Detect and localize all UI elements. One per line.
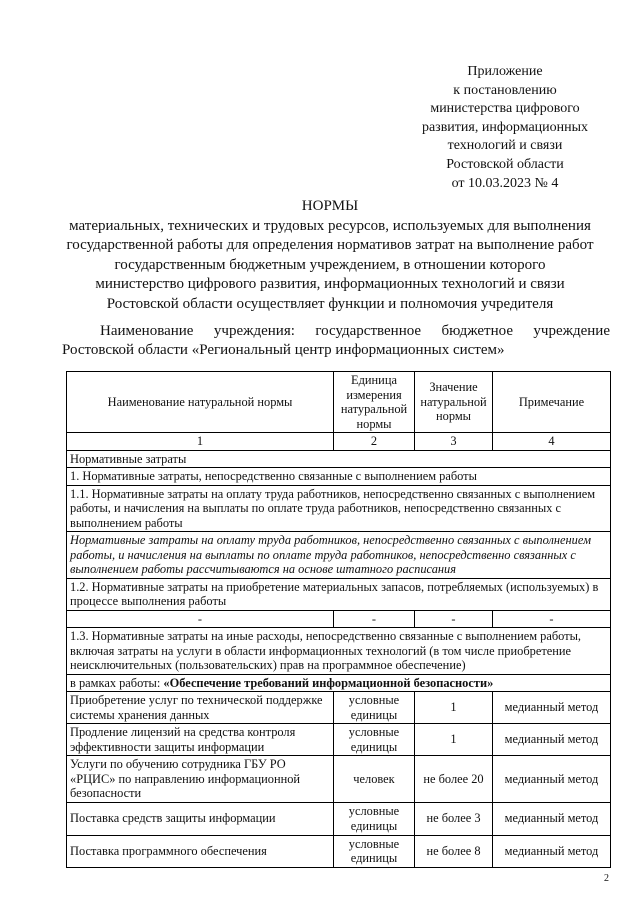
section-1: 1. Нормативные затраты, непосредственно связанные с выполнением работы xyxy=(67,468,611,486)
section-normative: Нормативные затраты xyxy=(67,450,611,468)
col-number: 3 xyxy=(415,433,493,451)
row-value: не более 3 xyxy=(415,802,493,835)
title-line: государственной работы для определения нормативов затрат на выполнение работ xyxy=(66,237,594,254)
appendix-line: от 10.03.2023 № 4 xyxy=(451,175,559,191)
appendix-line: развития, информационных xyxy=(421,119,589,135)
column-number-row xyxy=(67,433,611,451)
institution-line-1: Наименование учреждения: государственное бюджетное учреждение xyxy=(100,323,610,339)
row-unit: человек xyxy=(334,756,415,803)
row-unit: условные единицы xyxy=(334,835,415,867)
table-row xyxy=(67,802,611,835)
appendix-line: технологий и связи xyxy=(447,138,563,154)
institution-line-2: Ростовской области «Региональный центр информационных систем» xyxy=(62,342,505,358)
work-row xyxy=(67,674,611,692)
row-unit: условные единицы xyxy=(334,802,415,835)
table-header-row xyxy=(67,372,611,433)
document-title xyxy=(50,197,610,315)
dash-cell: - xyxy=(67,610,334,628)
table-row xyxy=(67,724,611,756)
row-name: Продление лицензий на средства контроля эффективности защиты информации xyxy=(67,724,334,756)
section-1-1: 1.1. Нормативные затраты на оплату труда работников, непосредственно связанных с выполнением работы, и начисления на выплаты по оплате труда работников, непосредственно связанных с выполнением работы xyxy=(67,485,611,532)
col-number: 4 xyxy=(493,433,611,451)
col-number: 1 xyxy=(67,433,334,451)
appendix-line: к постановлению xyxy=(453,82,557,98)
row-name: Услуги по обучению сотрудника ГБУ РО «РЦИС» по направлению информационной безопасности xyxy=(67,756,334,803)
section-row xyxy=(67,450,611,468)
row-name: Поставка программного обеспечения xyxy=(67,835,334,867)
appendix-line: Ростовской области xyxy=(446,156,564,172)
row-name: Приобретение услуг по технической поддержке системы хранения данных xyxy=(67,692,334,724)
dash-cell: - xyxy=(493,610,611,628)
row-value: 1 xyxy=(415,692,493,724)
work-cell xyxy=(67,674,611,692)
norms-table xyxy=(66,371,611,868)
table-row xyxy=(67,756,611,803)
row-note: медианный метод xyxy=(493,756,611,803)
dash-cell: - xyxy=(334,610,415,628)
institution-name xyxy=(62,322,610,360)
row-value: не более 8 xyxy=(415,835,493,867)
appendix-line: Приложение xyxy=(467,64,543,79)
row-unit: условные единицы xyxy=(334,692,415,724)
header-cell-unit: Единица измерения натуральной нормы xyxy=(334,372,415,433)
row-note: медианный метод xyxy=(493,835,611,867)
appendix-block xyxy=(400,63,610,193)
row-note: медианный метод xyxy=(493,724,611,756)
title-line: государственным бюджетным учреждением, в отношении которого xyxy=(114,256,546,273)
title-heading: НОРМЫ xyxy=(301,198,359,214)
section-row xyxy=(67,485,611,532)
title-line: Ростовской области осуществляет функции и полномочия учредителя xyxy=(106,295,554,312)
row-unit: условные единицы xyxy=(334,724,415,756)
header-cell-note: Примечание xyxy=(493,372,611,433)
dash-row xyxy=(67,610,611,628)
row-note: медианный метод xyxy=(493,802,611,835)
col-number: 2 xyxy=(334,433,415,451)
table-row xyxy=(67,835,611,867)
row-value: не более 20 xyxy=(415,756,493,803)
section-row xyxy=(67,628,611,675)
section-1-1-note: Нормативные затраты на оплату труда работников, непосредственно связанных с выполнением работы, и начисления на выплаты по оплате труда работников, непосредственно связанных с выполнением работы рассчитываются на основе штатного расписания xyxy=(67,532,611,579)
header-cell-name: Наименование натуральной нормы xyxy=(67,372,334,433)
row-note: медианный метод xyxy=(493,692,611,724)
row-name: Поставка средств защиты информации xyxy=(67,802,334,835)
section-row xyxy=(67,578,611,610)
row-value: 1 xyxy=(415,724,493,756)
title-line: министерство цифрового развития, информационных технологий и связи xyxy=(95,276,565,293)
work-name: «Обеспечение требований информационной безопасности» xyxy=(163,675,494,690)
appendix-line: министерства цифрового xyxy=(430,101,580,117)
work-prefix: в рамках работы: xyxy=(70,675,164,690)
section-row xyxy=(67,532,611,579)
section-1-2: 1.2. Нормативные затраты на приобретение материальных запасов, потребляемых (используемых) в процессе выполнения работы xyxy=(67,578,611,610)
dash-cell: - xyxy=(415,610,493,628)
section-row xyxy=(67,468,611,486)
header-cell-value: Значение натуральной нормы xyxy=(415,372,493,433)
page-number: 2 xyxy=(604,873,609,884)
section-1-3: 1.3. Нормативные затраты на иные расходы, непосредственно связанные с выполнением работы, включая затраты на услуги в области информационных технологий (в том числе приобретение неисключительных (пользовательских) прав на программное обеспечение) xyxy=(67,628,611,675)
table-row xyxy=(67,692,611,724)
title-line: материальных, технических и трудовых ресурсов, используемых для выполнения xyxy=(69,217,591,234)
